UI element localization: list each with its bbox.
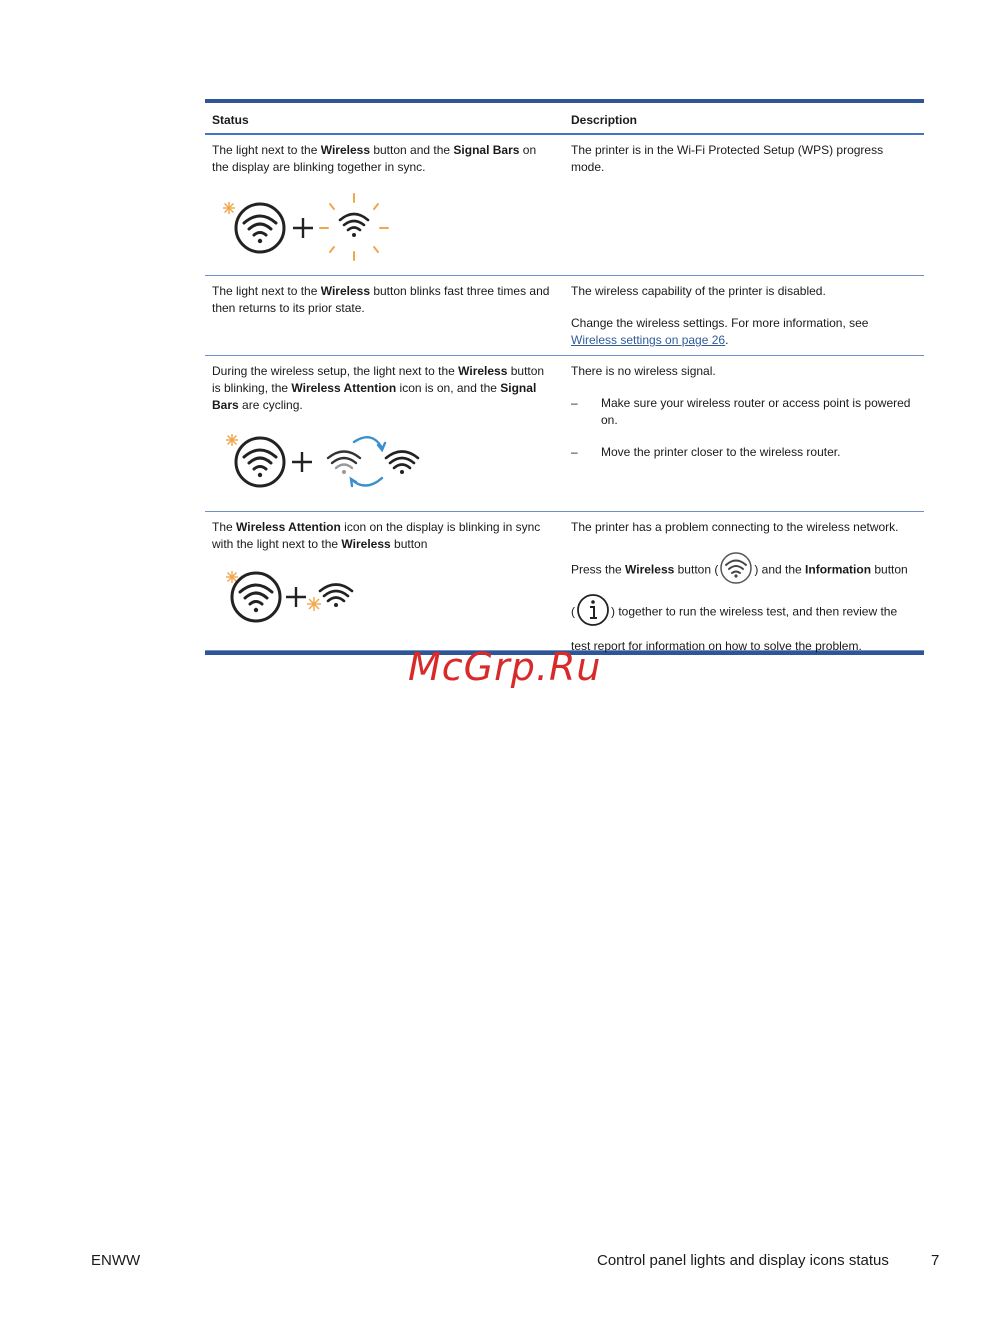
header-status: Status	[212, 113, 249, 127]
page-number: 7	[931, 1252, 940, 1269]
wireless-button-icon	[718, 552, 754, 589]
footer-left-label: ENWW	[91, 1252, 141, 1269]
description-text: ( ) together to run the wireless test, and then review the	[571, 593, 916, 632]
wireless-attention-icon	[307, 597, 321, 611]
attention-illustration	[222, 567, 552, 632]
description-text: test report for information on how to solve the problem.	[571, 639, 862, 653]
table-row	[205, 276, 924, 356]
signal-bars-icon	[320, 585, 352, 608]
description-text: There is no wireless signal.	[571, 364, 716, 378]
signal-bars-icon	[328, 452, 360, 475]
status-cell	[205, 512, 564, 650]
description-text: The printer is in the Wi-Fi Protected Setup (WPS) progress mode.	[571, 143, 884, 174]
status-text: The light next to the Wireless button blinks fast three times and then returns to its prior state.	[212, 284, 550, 315]
status-text: During the wireless setup, the light next to the Wireless button is blinking, the Wireless Attention icon is on, and the Signal Bars are cycling.	[212, 364, 545, 412]
description-text: The printer has a problem connecting to the wireless network.	[571, 520, 899, 534]
description-text: The wireless capability of the printer is disabled.	[571, 284, 826, 298]
wireless-button-icon	[236, 204, 284, 252]
footer-section-title: Control panel lights and display icons status	[597, 1252, 889, 1269]
plus-icon	[286, 587, 306, 607]
table-row	[205, 512, 924, 651]
status-table	[205, 99, 924, 655]
wps-illustration	[216, 190, 552, 271]
description-text: Press the Wireless button ( ) and the Information button	[571, 552, 916, 589]
status-cell	[205, 135, 564, 275]
signal-bars-icon	[386, 452, 418, 475]
status-cell	[205, 356, 564, 511]
plus-icon	[293, 218, 313, 238]
plus-icon	[292, 452, 312, 472]
blink-indicator-icon	[223, 202, 235, 214]
status-cell	[205, 276, 564, 355]
description-cell	[564, 512, 924, 653]
status-text: The Wireless Attention icon on the display is blinking in sync with the light next to the Wireless button	[212, 520, 541, 551]
header-description: Description	[571, 113, 638, 127]
description-text: Change the wireless settings. For more information, see Wireless settings on page 26.	[571, 316, 869, 347]
list-item: – Move the printer closer to the wireless router.	[571, 445, 841, 459]
signal-bars-icon	[340, 214, 368, 237]
table-row	[205, 356, 924, 512]
list-item: – Make sure your wireless router or access point is powered on.	[571, 396, 911, 427]
cycling-illustration	[222, 430, 552, 499]
blink-indicator-icon	[226, 434, 238, 446]
status-text: The light next to the Wireless button and the Signal Bars on the display are blinking together in sync.	[212, 143, 537, 174]
information-icon	[575, 593, 611, 632]
wireless-settings-link[interactable]: Wireless settings on page 26	[571, 333, 726, 347]
description-cell	[564, 135, 924, 275]
wireless-button-icon	[232, 573, 280, 621]
table-header-row	[205, 103, 924, 135]
description-cell	[564, 276, 924, 355]
table-row	[205, 135, 924, 276]
description-cell	[564, 356, 924, 511]
watermark: McGrp.Ru	[408, 645, 602, 689]
wireless-button-icon	[236, 438, 284, 486]
